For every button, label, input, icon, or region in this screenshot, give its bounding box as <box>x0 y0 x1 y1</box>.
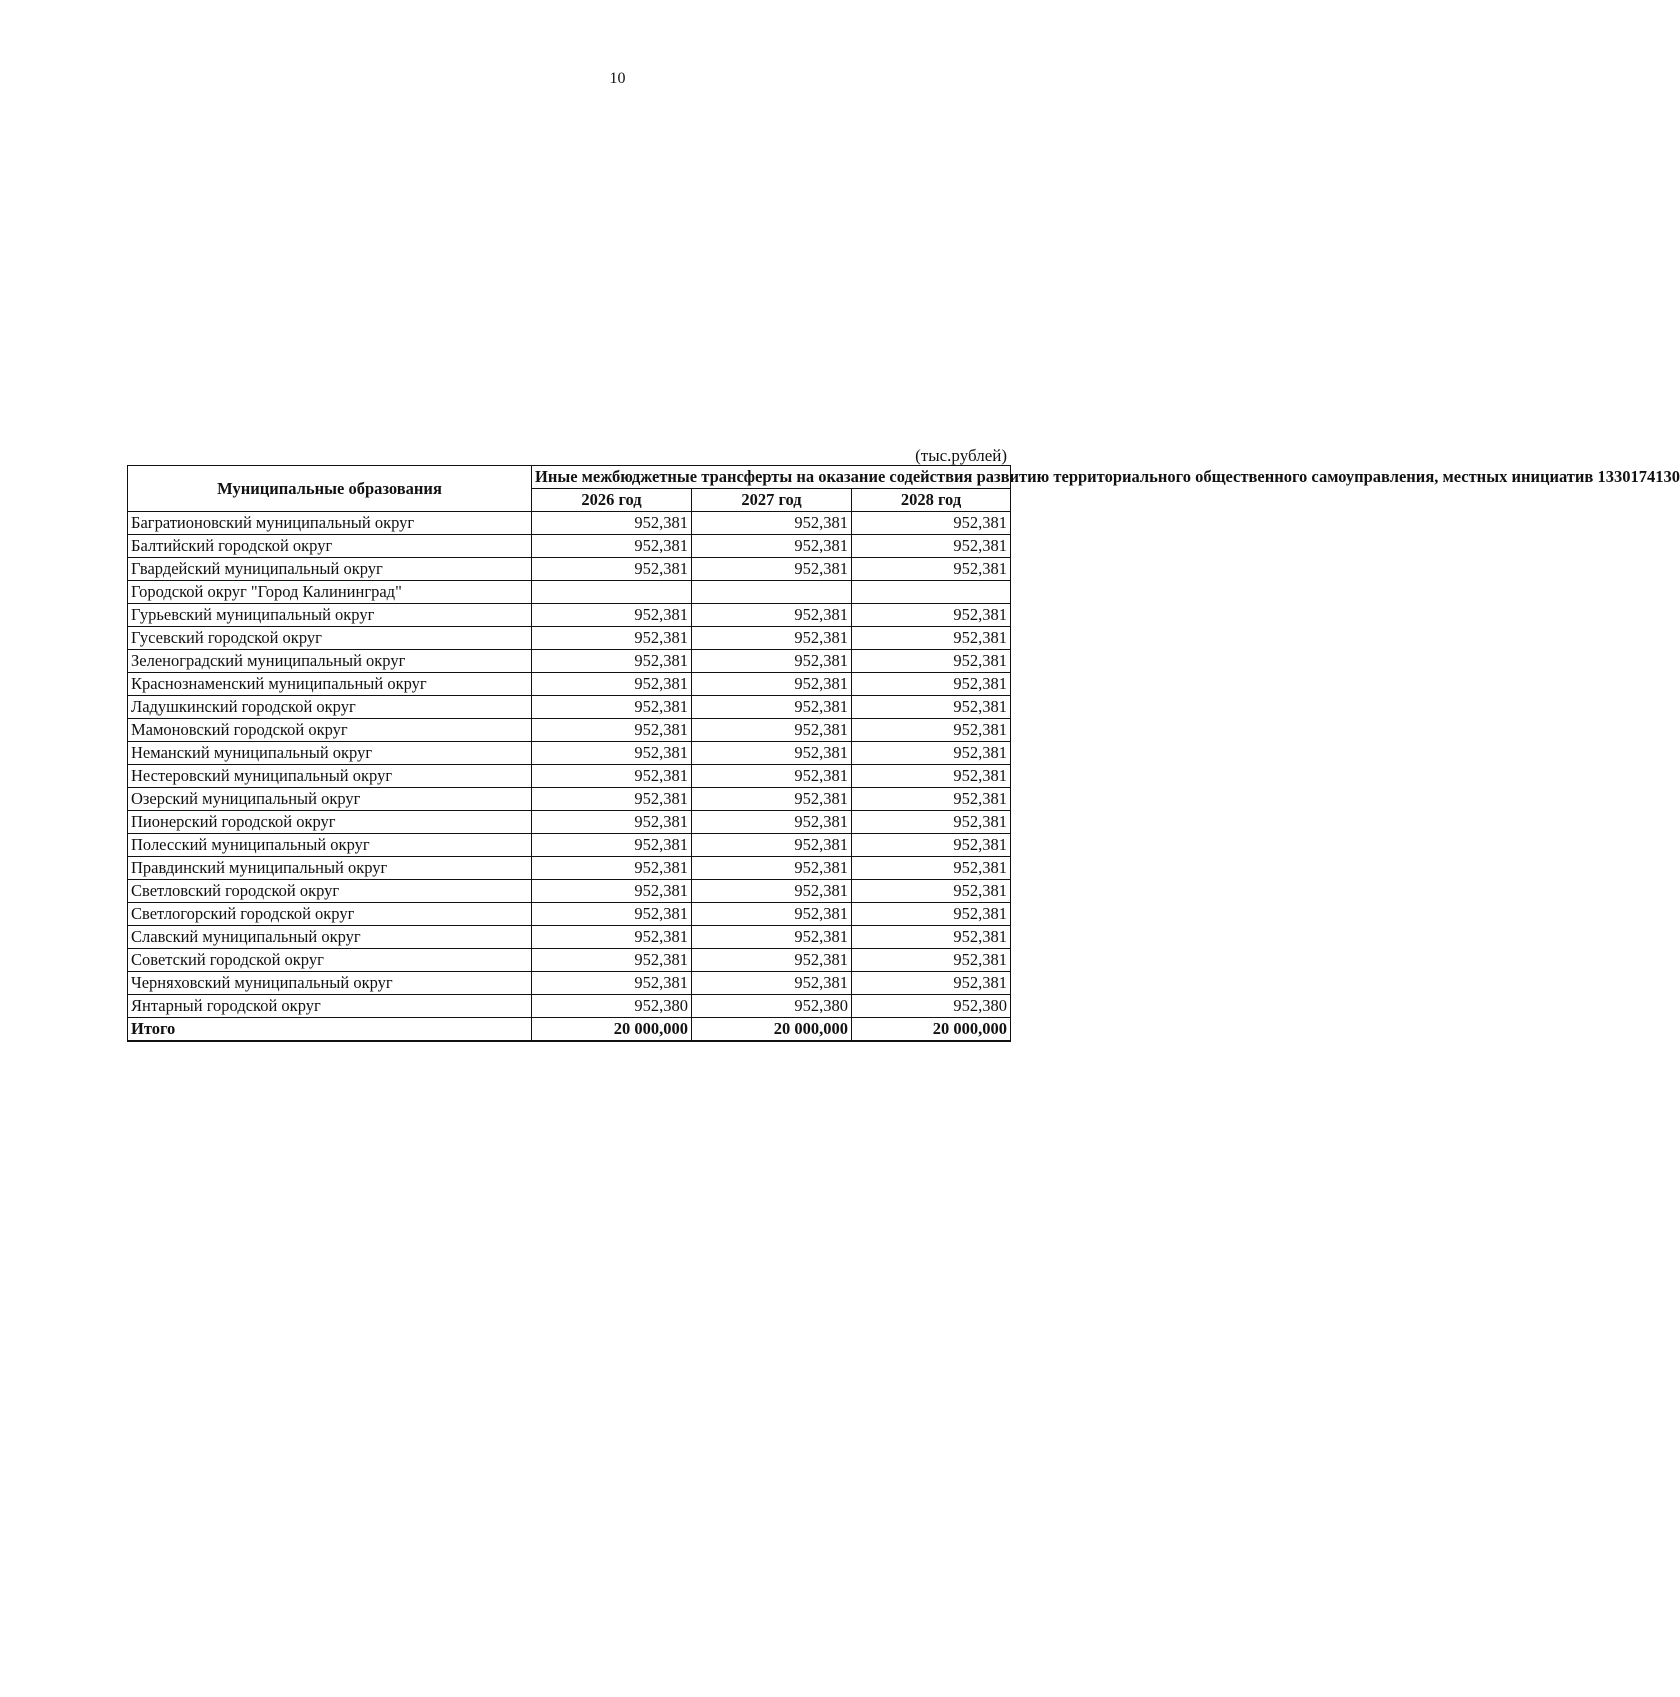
value-2027: 952,381 <box>692 903 852 926</box>
value-2026: 952,381 <box>532 811 692 834</box>
value-2026: 952,381 <box>532 765 692 788</box>
value-2026: 952,381 <box>532 696 692 719</box>
total-2027: 20 000,000 <box>692 1018 852 1042</box>
table-row <box>128 719 1011 742</box>
value-2028: 952,381 <box>852 719 1011 742</box>
table-row <box>128 535 1011 558</box>
transfers-column-group-header: Иные межбюджетные трансферты на оказание содействия развитию территориального общественного самоуправления, местных инициатив 1330174130 <box>532 466 1011 489</box>
municipality-name: Гурьевский муниципальный округ <box>128 604 532 627</box>
municipality-name: Нестеровский муниципальный округ <box>128 765 532 788</box>
value-2026 <box>532 581 692 604</box>
year-header-2028: 2028 год <box>852 489 1011 512</box>
value-2028: 952,381 <box>852 972 1011 995</box>
total-2026: 20 000,000 <box>532 1018 692 1042</box>
page-number: 10 <box>609 70 626 87</box>
budget-table <box>127 465 1680 1042</box>
total-row <box>128 1018 1011 1042</box>
value-2028: 952,381 <box>852 765 1011 788</box>
table-row <box>128 995 1011 1018</box>
municipality-name: Краснознаменский муниципальный округ <box>128 673 532 696</box>
value-2026: 952,381 <box>532 673 692 696</box>
value-2028: 952,381 <box>852 650 1011 673</box>
value-2026: 952,381 <box>532 926 692 949</box>
value-2028: 952,381 <box>852 880 1011 903</box>
value-2026: 952,381 <box>532 535 692 558</box>
year-header-2026: 2026 год <box>532 489 692 512</box>
table-row <box>128 604 1011 627</box>
value-2028: 952,381 <box>852 788 1011 811</box>
municipality-name: Янтарный городской округ <box>128 995 532 1018</box>
municipality-name: Багратионовский муниципальный округ <box>128 512 532 535</box>
municipality-name: Правдинский муниципальный округ <box>128 857 532 880</box>
table-row <box>128 765 1011 788</box>
municipality-name: Гусевский городской округ <box>128 627 532 650</box>
value-2027: 952,381 <box>692 788 852 811</box>
value-2027: 952,381 <box>692 765 852 788</box>
municipality-name: Неманский муниципальный округ <box>128 742 532 765</box>
value-2026: 952,381 <box>532 903 692 926</box>
table-row <box>128 949 1011 972</box>
table-row <box>128 834 1011 857</box>
value-2026: 952,381 <box>532 880 692 903</box>
municipality-name: Городской округ "Город Калининград" <box>128 581 532 604</box>
municipality-name: Пионерский городской округ <box>128 811 532 834</box>
table-row <box>128 650 1011 673</box>
value-2026: 952,381 <box>532 788 692 811</box>
value-2027 <box>692 581 852 604</box>
value-2027: 952,381 <box>692 880 852 903</box>
value-2028: 952,381 <box>852 857 1011 880</box>
year-header-2027: 2027 год <box>692 489 852 512</box>
municipality-name: Полесский муниципальный округ <box>128 834 532 857</box>
table-row <box>128 673 1011 696</box>
municipality-name: Зеленоградский муниципальный округ <box>128 650 532 673</box>
value-2027: 952,381 <box>692 535 852 558</box>
value-2027: 952,381 <box>692 972 852 995</box>
value-2028: 952,381 <box>852 558 1011 581</box>
municipality-name: Черняховский муниципальный округ <box>128 972 532 995</box>
value-2027: 952,381 <box>692 742 852 765</box>
value-2028: 952,381 <box>852 949 1011 972</box>
municipality-name: Гвардейский муниципальный округ <box>128 558 532 581</box>
value-2027: 952,381 <box>692 834 852 857</box>
value-2027: 952,381 <box>692 926 852 949</box>
table-row <box>128 903 1011 926</box>
value-2027: 952,381 <box>692 811 852 834</box>
table-row <box>128 696 1011 719</box>
value-2026: 952,381 <box>532 742 692 765</box>
table-row <box>128 880 1011 903</box>
table-row <box>128 857 1011 880</box>
table-row <box>128 627 1011 650</box>
total-2028: 20 000,000 <box>852 1018 1011 1042</box>
value-2027: 952,381 <box>692 696 852 719</box>
value-2027: 952,381 <box>692 558 852 581</box>
value-2027: 952,381 <box>692 949 852 972</box>
value-2027: 952,381 <box>692 719 852 742</box>
value-2027: 952,381 <box>692 512 852 535</box>
value-2026: 952,381 <box>532 857 692 880</box>
value-2026: 952,381 <box>532 650 692 673</box>
value-2028 <box>852 581 1011 604</box>
value-2027: 952,380 <box>692 995 852 1018</box>
value-2027: 952,381 <box>692 627 852 650</box>
municipality-name: Озерский муниципальный округ <box>128 788 532 811</box>
municipality-name: Славский муниципальный округ <box>128 926 532 949</box>
value-2026: 952,381 <box>532 972 692 995</box>
value-2026: 952,381 <box>532 604 692 627</box>
table-row <box>128 972 1011 995</box>
municipality-name: Светлогорский городской округ <box>128 903 532 926</box>
value-2028: 952,381 <box>852 834 1011 857</box>
value-2028: 952,381 <box>852 512 1011 535</box>
value-2027: 952,381 <box>692 650 852 673</box>
value-2026: 952,380 <box>532 995 692 1018</box>
table-row <box>128 811 1011 834</box>
municipality-column-header: Муниципальные образования <box>128 466 532 512</box>
municipality-name: Светловский городской округ <box>128 880 532 903</box>
value-2026: 952,381 <box>532 512 692 535</box>
table-row <box>128 926 1011 949</box>
table-row <box>128 581 1011 604</box>
table-row <box>128 512 1011 535</box>
value-2027: 952,381 <box>692 604 852 627</box>
table-row <box>128 788 1011 811</box>
value-2026: 952,381 <box>532 949 692 972</box>
municipality-name: Балтийский городской округ <box>128 535 532 558</box>
table-row <box>128 742 1011 765</box>
value-2028: 952,381 <box>852 535 1011 558</box>
value-2026: 952,381 <box>532 719 692 742</box>
value-2028: 952,381 <box>852 742 1011 765</box>
table-body <box>128 512 1011 1042</box>
value-2028: 952,381 <box>852 811 1011 834</box>
value-2028: 952,381 <box>852 696 1011 719</box>
value-2028: 952,381 <box>852 926 1011 949</box>
value-2027: 952,381 <box>692 673 852 696</box>
municipality-name: Мамоновский городской округ <box>128 719 532 742</box>
value-2028: 952,381 <box>852 903 1011 926</box>
total-label: Итого <box>128 1018 532 1042</box>
value-2027: 952,381 <box>692 857 852 880</box>
municipality-name: Ладушкинский городской округ <box>128 696 532 719</box>
value-2026: 952,381 <box>532 558 692 581</box>
municipality-name: Советский городской округ <box>128 949 532 972</box>
table-row <box>128 558 1011 581</box>
value-2028: 952,381 <box>852 604 1011 627</box>
units-label: (тыс.рублей) <box>915 446 1007 465</box>
value-2026: 952,381 <box>532 834 692 857</box>
value-2028: 952,381 <box>852 627 1011 650</box>
value-2028: 952,381 <box>852 673 1011 696</box>
value-2026: 952,381 <box>532 627 692 650</box>
table-header <box>128 466 1680 512</box>
value-2028: 952,380 <box>852 995 1011 1018</box>
